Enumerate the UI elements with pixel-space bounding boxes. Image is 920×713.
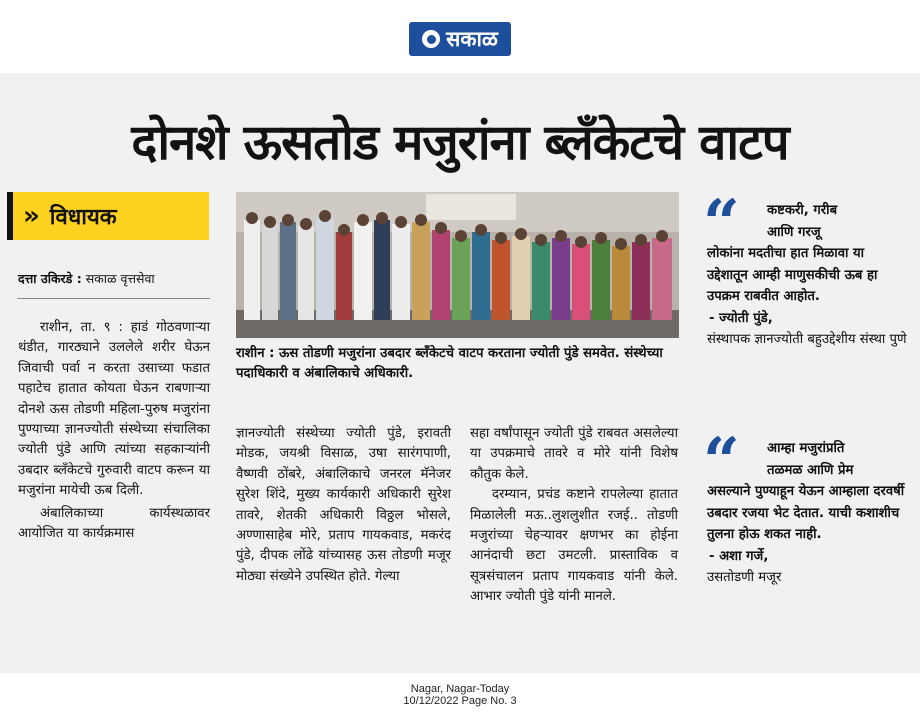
quote-text: लोकांना मदतीचा हात मिळावा या उद्देशातून आम्ही माणुसकीची ऊब हा उपक्रम राबवीत आहोत. bbox=[707, 246, 878, 304]
footer-date-page: 10/12/2022 Page No. 3 bbox=[403, 695, 517, 707]
byline-divider bbox=[17, 298, 210, 299]
pull-quote-1 bbox=[707, 200, 907, 351]
quote-line: कष्टकरी, गरीब bbox=[767, 203, 838, 218]
quote-author-role: संस्थापक ज्ञानज्योती बहुउद्देशीय संस्था पुणे bbox=[707, 332, 907, 347]
masthead-logo bbox=[409, 22, 511, 56]
quote-line: आम्हा मजुरांप्रति bbox=[767, 441, 845, 456]
pull-quote-2 bbox=[707, 438, 907, 589]
masthead-logo-text: सकाळ bbox=[446, 27, 498, 51]
byline-author: दत्ता उकिरडे : bbox=[18, 271, 82, 286]
article-paragraph: अंबालिकाच्या कार्यस्थळावर आयोजित या कार्यक्रमास bbox=[18, 505, 210, 542]
chevron-right-icon: » bbox=[23, 201, 40, 231]
page-footer bbox=[0, 683, 920, 707]
quote-author-role: उसतोडणी मजूर bbox=[707, 570, 782, 585]
quote-line: आणि गरजू bbox=[767, 224, 821, 240]
article-paragraph: सहा वर्षांपासून ज्योती पुंडे राबवत असलेल्या या उपक्रमाचे तावरे व मोरे यांनी विशेष कौतुक केले. bbox=[470, 426, 678, 482]
byline bbox=[18, 271, 210, 287]
quote-mark-icon: “ bbox=[703, 186, 740, 261]
quote-author: - ज्योती पुंडे, bbox=[709, 310, 773, 326]
footer-edition: Nagar, Nagar-Today bbox=[410, 683, 510, 695]
headline: दोनशे ऊसतोड मजुरांना ब्लँकेटचे वाटप bbox=[131, 114, 789, 171]
article-column-3 bbox=[470, 424, 678, 608]
article-column-2 bbox=[236, 424, 451, 587]
article-paragraph: ज्ञानज्योती संस्थेच्या ज्योती पुंडे, इरावती मोडक, जयश्री विसाळ, उषा सारंगपाणी, वैष्णवी ठोंबरे, अंबालिकाचे जनरल मॅनेजर सुरेश शिंदे, मुख्य कार्यकारी अधिकारी सुरेश तावरे, शेतकी अधिकारी विठ्ठल भोसले, अण्णासाहेब मोरे, प्रताप गायकवाड, मकरंद पुंडे, दीपक लोंढे यांच्यासह ऊस तोडणी मजूर मोठ्या संख्येने उपस्थित होते. गेल्या bbox=[236, 426, 451, 584]
section-label bbox=[7, 192, 209, 240]
quote-line: तळमळ आणि प्रेम bbox=[767, 462, 854, 478]
event-photo bbox=[236, 192, 679, 338]
quote-mark-icon: “ bbox=[703, 424, 740, 499]
quote-text: असल्याने पुण्याहून येऊन आम्हाला दरवर्षी उबदार रजया भेट देतात. याची कशाशीच तुलना होऊ शकत नाही. bbox=[707, 484, 905, 542]
article-column-1 bbox=[18, 318, 210, 544]
section-label-text: विधायक bbox=[49, 205, 117, 230]
article-paragraph: दरम्यान, प्रचंड कष्टाने रापलेल्या हातात मिळालेली मऊ..लुशलुशीत रजई.. तोडणी मजुरांच्या चेहऱ्यावर क्षणभर का होईना आनंदाची छटा उमटली. प्रास्ताविक व सूत्रसंचालन प्रताप गायकवाड यांनी केले. आभार ज्योती पुंडे यांनी मानले. bbox=[470, 487, 678, 605]
quote-author: - अशा गर्जे, bbox=[709, 548, 769, 564]
sakal-emblem-icon bbox=[422, 30, 440, 48]
article-paragraph: राशीन, ता. ९ : हाडं गोठवणाऱ्या थंडीत, गारठ्याने उललेले शरीर घेऊन जिवाची पर्वा न करता उसाच्या फडात पहाटेच हातात कोयता घेऊन राबणाऱ्या दोनशे ऊस तोडणी महिला-पुरुष मजुरांना पुण्याच्या ज्ञानज्योती संस्थेच्या संचालिका ज्योती पुंडे आणि त्यांच्या सहकाऱ्यांनी उबदार ब्लँकेटचे गुरुवारी वाटप करून या मजुरांना मायेची ऊब दिली. bbox=[18, 320, 210, 499]
photo-caption: राशीन : ऊस तोडणी मजुरांना उबदार ब्लँकेटचे वाटप करताना ज्योती पुंडे समवेत. संस्थेच्या पदाधिकारी व अंबालिकाचे अधिकारी. bbox=[236, 346, 663, 381]
byline-agency: सकाळ वृत्तसेवा bbox=[85, 271, 155, 286]
event-photo-image bbox=[236, 192, 679, 338]
